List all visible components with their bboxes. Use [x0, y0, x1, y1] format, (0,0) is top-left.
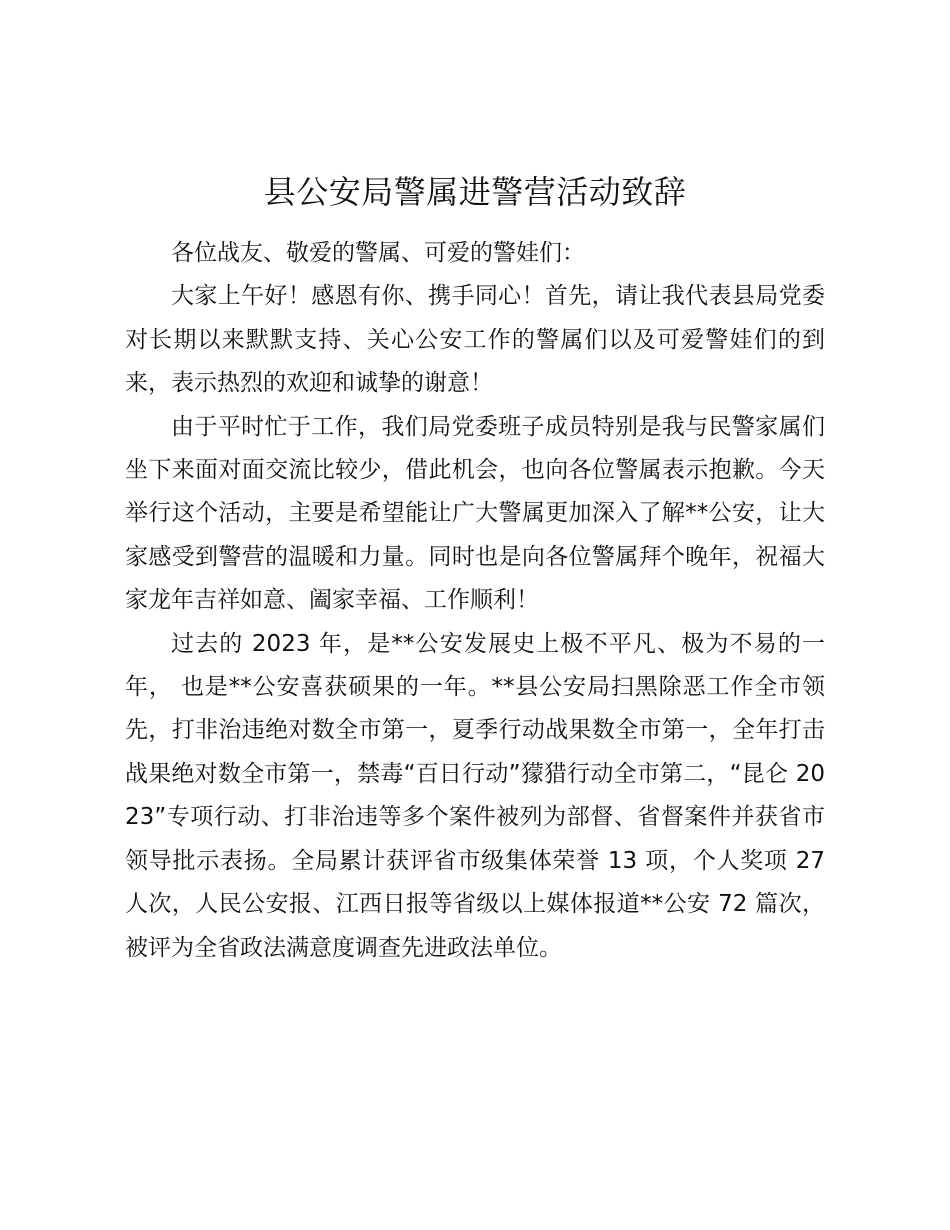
salutation-paragraph: 各位战友、敬爱的警属、可爱的警娃们：: [171, 240, 585, 266]
document-title: 县公安局警属进警营活动致辞: [263, 173, 687, 211]
document-body: [125, 232, 825, 970]
greeting-paragraph: 大家上午好！感恩有你、携手同心！首先，请让我代表县局党委对长期以来默默支持、关心公安工作的警属们以及可爱警娃们的到来，表示热烈的欢迎和诚挚的谢意！: [125, 283, 825, 397]
apology-paragraph: 由于平时忙于工作，我们局党委班子成员特别是我与民警家属们坐下来面对面交流比较少，借此机会，也向各位警属表示抱歉。今天举行这个活动，主要是希望能让广大警属更加深入了解**公安，让大家感受到警营的温暖和力量。同时也是向各位警属拜个晚年，祝福大家龙年吉祥如意、阖家幸福、工作顺利！: [125, 413, 825, 614]
achievements-paragraph: 过去的 2023 年，是**公安发展史上极不平凡、极为不易的一年， 也是**公安喜获硕果的一年。**县公安局扫黑除恶工作全市领先，打非治违绝对数全市第一，夏季行动战果数全市第一，全年打击战果绝对数全市第一，禁毒“百日行动”獴猎行动全市第二，“昆仑 2023”专项行动、打非治违等多个案件被列为部督、省督案件并获省市领导批示表扬。全局累计获评省市级集体荣誉 13 项，个人奖项 27 人次，人民公安报、江西日报等省级以上媒体报道**公安 72 篇次，被评为全省政法满意度调查先进政法单位。: [125, 630, 825, 961]
